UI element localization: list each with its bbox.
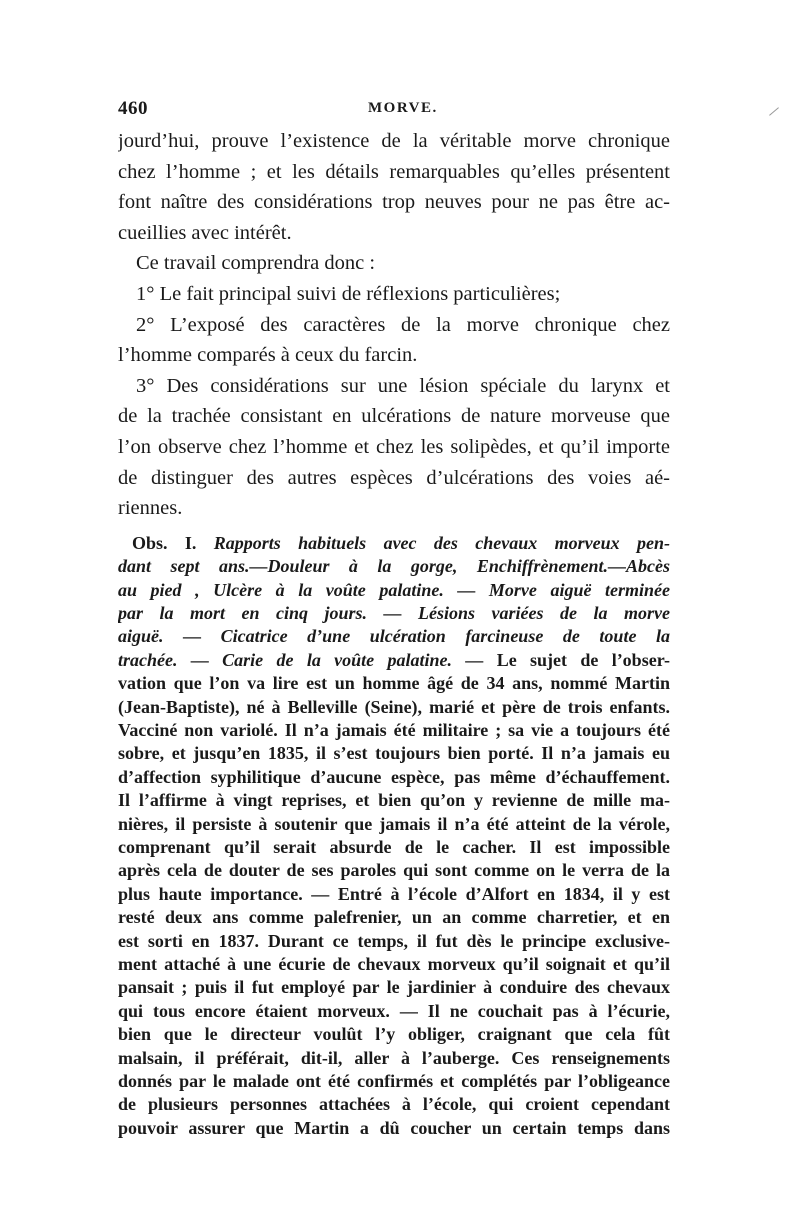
observation-text-line: pouvoir assurer que Martin a dû coucher un certain temps dans xyxy=(118,1117,670,1138)
observation-text-line: Il l’affirme à vingt reprises, et bien qu’on y revienne de mille ma- xyxy=(118,790,670,811)
text-line: riennes. xyxy=(118,497,183,520)
observation-title-line: dant sept ans.—Douleur à la gorge, Enchiffrènement.—Abcès xyxy=(118,556,670,577)
observation-text-line: sobre, et jusqu’en 1835, il s’est toujours bien porté. Il n’a jamais eu xyxy=(118,743,670,764)
observation-title-line: au pied , Ulcère à la voûte palatine. — Morve aiguë terminée xyxy=(118,579,670,600)
observation-text-line: malsain, il préférait, dit-il, aller à l’auberge. Ces renseignements xyxy=(118,1047,670,1068)
margin-mark xyxy=(769,107,779,115)
observation-text-line: bien que le directeur voulût l’y obliger, craignant que cela fût xyxy=(118,1024,670,1045)
text-line: chez l’homme ; et les détails remarquables qu’elles présentent xyxy=(118,160,670,183)
observation-title-line: aiguë. — Cicatrice d’une ulcération farcineuse de toute la xyxy=(118,626,670,647)
observation-text-line: nières, il persiste à soutenir que jamais il n’a été atteint de la vérole, xyxy=(118,813,670,834)
observation-text-line: qui tous encore étaient morveux. — Il ne couchait pas à l’écurie, xyxy=(118,1000,670,1021)
observation-text-line: Vacciné non variolé. Il n’a jamais été militaire ; sa vie a toujours été xyxy=(118,719,670,740)
observation-title-line: par la mort en cinq jours. — Lésions variées de la morve xyxy=(118,602,670,623)
observation-title-end: trachée. — Carie de la voûte palatine. — xyxy=(118,649,484,670)
observation-title-line xyxy=(118,532,670,555)
observation-text-line: vation que l’on va lire est un homme âgé de 34 ans, nommé Martin xyxy=(118,673,670,694)
observation-text-line: plus haute importance. — Entré à l’école d’Alfort en 1834, il y est xyxy=(118,883,670,904)
observation-text-line: pansait ; puis il fut employé par le jardinier à conduire des chevaux xyxy=(118,977,670,998)
text-line: l’on observe chez l’homme et chez les solipèdes, et qu’il importe xyxy=(118,435,670,458)
observation-text-line: comprenant qu’il serait absurde de le cacher. Il est impossible xyxy=(118,837,670,857)
page-body xyxy=(118,126,670,1140)
main-paragraphs xyxy=(118,126,670,524)
text-line: l’homme comparés à ceux du farcin. xyxy=(118,344,418,367)
observation-text-line: après cela de douter de ses paroles qui sont comme on le verra de la xyxy=(118,860,670,881)
text-line: 3° Des considérations sur une lésion spéciale du larynx et xyxy=(136,374,670,397)
observation-text-line: de plusieurs personnes attachées à l’école, qui croient cependant xyxy=(118,1094,670,1115)
observation-text-line: d’affection syphilitique d’aucune espèce, pas même d’échauffement. xyxy=(118,766,670,787)
text-line: Ce travail comprendra donc : xyxy=(136,252,376,275)
observation-text-line: (Jean-Baptiste), né à Belleville (Seine), marié et père de trois enfants. xyxy=(118,696,670,717)
observation-text-line: est sorti en 1837. Durant ce temps, il fut dès le principe exclusive- xyxy=(118,930,670,951)
page-number: 460 xyxy=(118,98,148,119)
observation-text-line: ment attaché à une écurie de chevaux morveux qu’il soignait et qu’il xyxy=(118,954,670,975)
observation-text-line: donnés par le malade ont été confirmés et complétés par l’obligeance xyxy=(118,1071,670,1092)
text-line: 2° L’exposé des caractères de la morve chronique chez xyxy=(136,313,670,336)
text-line: cueillies avec intérêt. xyxy=(118,221,292,244)
observation-title-line xyxy=(118,649,670,672)
text-line: font naître des considérations trop neuves pour ne pas être ac- xyxy=(118,191,670,214)
text-line: de la trachée consistant en ulcérations de nature morveuse que xyxy=(118,405,670,428)
observation-block xyxy=(118,532,670,1141)
text-line: de distinguer des autres espèces d’ulcérations des voies aé- xyxy=(118,466,670,489)
text-line: jourd’hui, prouve l’existence de la véritable morve chronique xyxy=(118,130,670,152)
observation-text xyxy=(118,672,670,1140)
running-title: MORVE. xyxy=(368,100,438,116)
observation-text-line: resté deux ans comme palefrenier, un an comme charretier, et en xyxy=(118,907,670,928)
observation-text-start: Le sujet de l’obser- xyxy=(496,649,670,670)
observation-title: Rapports habituels avec des chevaux morveux pen- xyxy=(213,532,670,553)
page-header xyxy=(118,98,668,120)
observation-label: Obs. I. xyxy=(132,532,197,553)
text-line: 1° Le fait principal suivi de réflexions particulières; xyxy=(136,282,561,305)
